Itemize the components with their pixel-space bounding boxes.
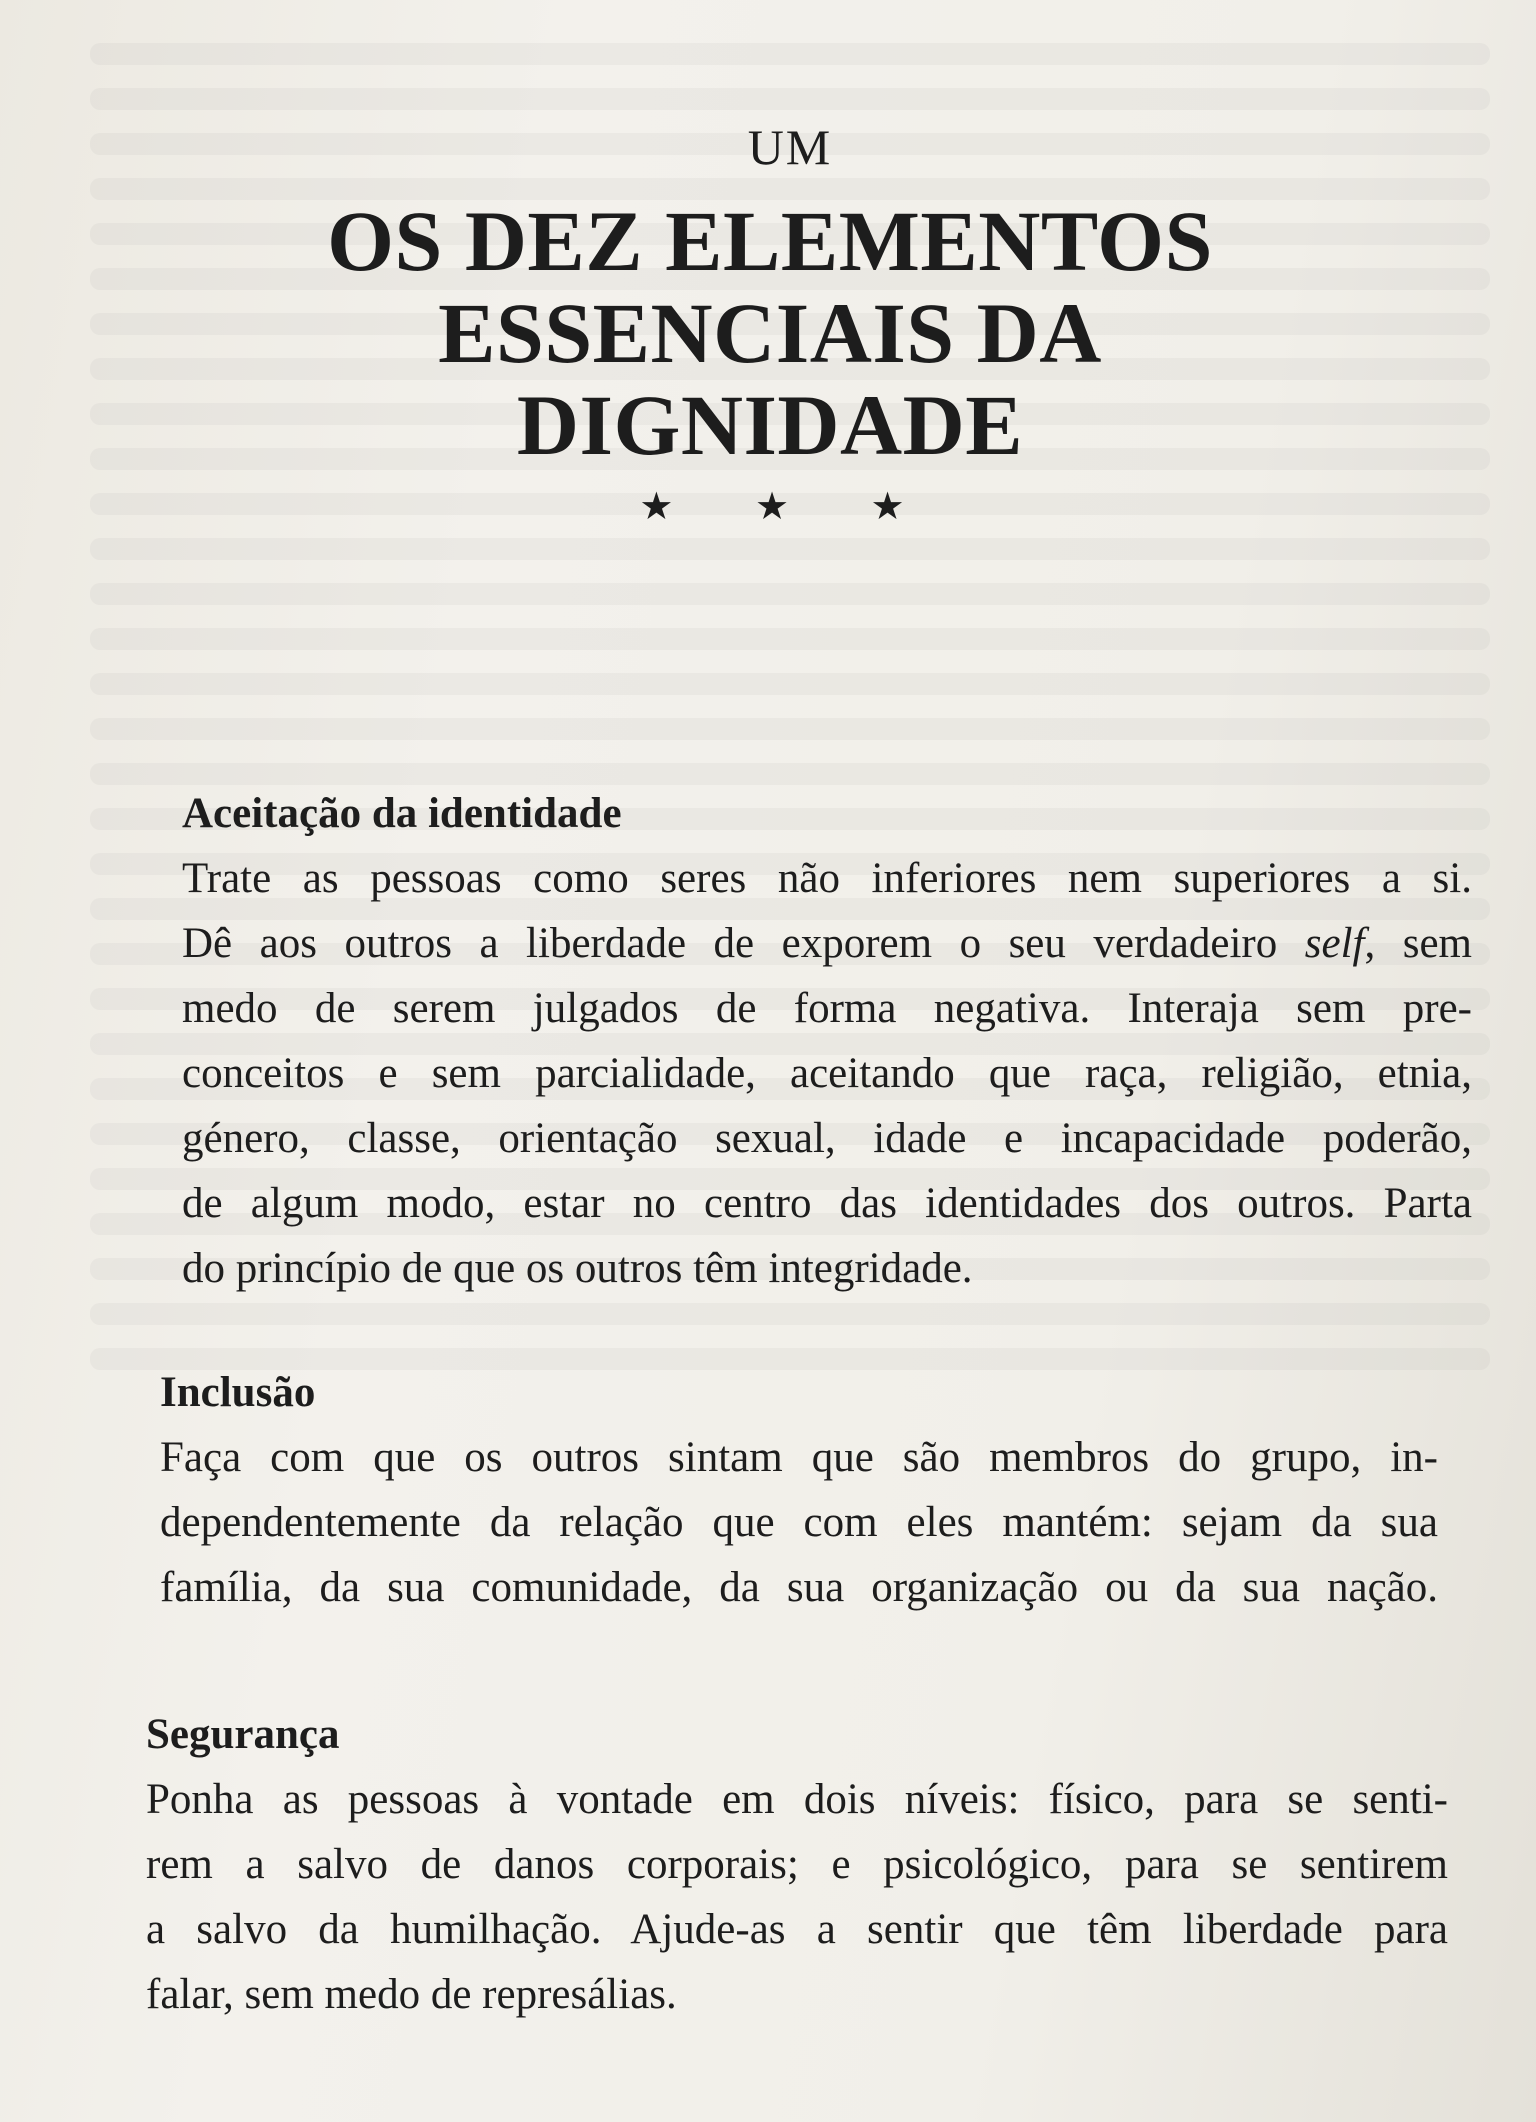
paragraph-line: de algum modo, estar no centro das identidades dos outros. Parta — [182, 1180, 1472, 1227]
paragraph-line: Ponha as pessoas à vontade em dois níveis: físico, para se senti- — [146, 1776, 1448, 1823]
chapter-number: UM — [747, 119, 833, 175]
section-heading: Segurança — [146, 1711, 340, 1758]
section-aceitacao-da-identidade — [182, 786, 1472, 1301]
paragraph-line: falar, sem medo de represálias. — [146, 1971, 677, 2018]
paragraph-line: Faça com que os outros sintam que são membros do grupo, in- — [160, 1434, 1438, 1481]
paragraph-line: família, da sua comunidade, da sua organização ou da sua nação. — [160, 1564, 1438, 1611]
section-inclusao — [160, 1365, 1438, 1620]
paragraph-line: do princípio de que os outros têm integridade. — [182, 1245, 973, 1292]
chapter-title-line-1: OS DEZ ELEMENTOS — [327, 193, 1213, 289]
paragraph-line: dependentemente da relação que com eles mantém: sejam da sua — [160, 1499, 1438, 1546]
paragraph-line: conceitos e sem parcialidade, aceitando que raça, religião, etnia, — [182, 1050, 1472, 1097]
paragraph-line: medo de serem julgados de forma negativa. Interaja sem pre- — [182, 985, 1472, 1032]
paragraph-line — [182, 911, 1472, 976]
section-divider-stars: ★ ★ ★ — [639, 486, 941, 528]
section-paragraph — [182, 846, 1472, 1301]
section-paragraph — [146, 1767, 1448, 2027]
paragraph-line: rem a salvo de danos corporais; e psicológico, para se sentirem — [146, 1841, 1448, 1888]
section-paragraph — [160, 1425, 1438, 1620]
chapter-title-line-2: ESSENCIAIS DA DIGNIDADE — [438, 285, 1102, 473]
paragraph-line: a salvo da humilhação. Ajude-as a sentir que têm liberdade para — [146, 1906, 1448, 1953]
paragraph-line-text: , sem — [1364, 920, 1472, 967]
chapter-title — [190, 195, 1350, 471]
paragraph-line: Trate as pessoas como seres não inferiores nem superiores a si. — [182, 855, 1472, 902]
paragraph-line: género, classe, orientação sexual, idade e incapacidade poderão, — [182, 1115, 1472, 1162]
section-seguranca — [146, 1707, 1448, 2027]
italic-word: self — [1304, 920, 1365, 967]
section-heading: Inclusão — [160, 1369, 316, 1416]
section-heading: Aceitação da identidade — [182, 790, 622, 837]
paragraph-line-text: Dê aos outros a liberdade de exporem o seu verdadeiro — [182, 920, 1305, 967]
